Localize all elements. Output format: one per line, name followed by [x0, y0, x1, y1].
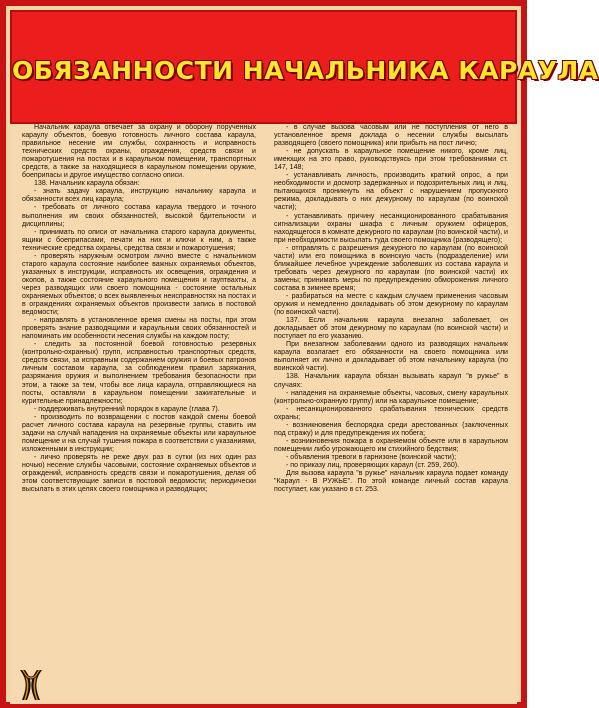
- paragraph: - нападения на охраняемые объекты, часовых, смену караульных (контрольно-охранную группу) или на караульное помещение;: [274, 389, 508, 405]
- paragraph: - поддерживать внутренний порядок в карауле (глава 7).: [34, 405, 220, 413]
- page-title: ОБЯЗАННОСТИ НАЧАЛЬНИКА КАРАУЛА: [12, 56, 599, 85]
- paragraph: - знать задачу караула, инструкцию начальнику караула и обязанности всех лиц караула;: [22, 188, 256, 204]
- paragraph: - возникновения беспорядка среди арестованных (заключенных под стражу) и для предупреждения их побега;: [274, 421, 508, 437]
- paragraph: - по приказу лиц, проверяющих караул (ст. 259, 260).: [286, 461, 460, 469]
- paragraph: - несанкционированного срабатывания технических средств охраны;: [274, 405, 508, 421]
- st-george-ribbon-icon: [16, 668, 46, 702]
- paragraph: - отправлять с разрешения дежурного по караулам (по воинской части) или его помощника в воинскую часть (подразделение) или ближайшее лечебное учреждение заболевших из состава караула и требовать через дежурного по караулам (по воинской части) их замены; принимать меры по предупреждению обморожения личного состава в зимнее время;: [274, 244, 508, 292]
- right-column: [274, 124, 508, 676]
- paragraph: - в случае вызова часовым или не поступления от него в установленное время доклада о несении службы высылать разводящего (своего помощника) или прибыть на пост лично;: [274, 124, 508, 148]
- paragraph: - не допускать в караульное помещение никого, кроме лиц, имеющих на это право, руководствуясь при этом требованиями ст. 147, 148;: [274, 148, 508, 172]
- paragraph: - направлять в установленное время смены на посты, при этом проверять знание разводящими и караульным своих обязанностей и напоминать им особенности несения службы на каждом посту;: [22, 317, 256, 341]
- paragraph: 138. Начальник караула обязан вызывать караул "в ружье" в случаях:: [274, 373, 508, 389]
- paragraph: - устанавливать личность, производить краткий опрос, а при необходимости и досмотр задержанных и подозрительных лиц и лиц, пытающихся проникнуть на объект с нарушением пропускного режима, докладывать о них дежурному по караулам (по воинской части);: [274, 172, 508, 212]
- paragraph: 138. Начальник караула обязан:: [34, 180, 140, 188]
- header-banner: [10, 10, 599, 124]
- paragraph: - проверять наружным осмотром лично вместе с начальником старого караула состояние наиболее важных охраняемых объектов, указанных в инструкции, исправность их освещения, ограждения и окопов, а также состояние караульного помещения и гауптвахты, а через разводящих или своего помощника - состояние остальных охраняемых объектов; о всех выявленных неисправностях на постах и в ограждениях охраняемых объектов произвести запись в постовой ведомости;: [22, 252, 256, 317]
- paragraph: 137. Если начальник караула внезапно заболевает, он докладывает об этом дежурному по караулам (по воинской части) и поступает по его указанию.: [274, 317, 508, 341]
- text-columns: [22, 124, 508, 676]
- paragraph: - возникновения пожара в охраняемом объекте или в караульном помещении либо угрожающего им стихийного бедствия;: [274, 437, 508, 453]
- paragraph: При внезапном заболевании одного из разводящих начальник караула возлагает его обязанности на своего помощника или выполняет их лично и докладывает об этом начальнику караула (по воинской части).: [274, 341, 508, 373]
- paragraph: - разбираться на месте с каждым случаем применения часовым оружия и немедленно докладывать об этом дежурному по караулам (по воинской части).: [274, 292, 508, 317]
- content-area: [10, 124, 517, 704]
- left-column: [22, 124, 256, 676]
- paragraph: - принимать по описи от начальника старого караула документы, ящики с боеприпасами, печати на них и ключи к ним, а также технические средства охраны, средства связи и пожаротушения;: [22, 228, 256, 252]
- paragraph: - лично проверять не реже двух раз в сутки (из них один раз ночью) несение службы часовыми, состояние охраняемых объектов и ограждений, исправность средств связи и пожаротушения, делая об этом соответствующие записи в постовой ведомости; периодически высылать в этих целях своего гомощника и разводящих;: [22, 453, 256, 494]
- paragraph: Начальник караула отвечает за охрану и оборону порученных караулу объектов, боевую готовность личного состава караула, правильное несение им службы, сохранность и исправность технических средств охраны, ограждения, средств связи и пожаротушения на постах и в караульном помещении, транспортных средств, а также за находящиеся в караульном помещении оружие, боеприпасы и другое имущество согласно описи.: [22, 124, 256, 180]
- paragraph: - следить за постоянной боевой готовностью резервных (контрольно-охранных) групп, исправностью транспортных средств, средств связи, за исправным содержанием оружия и боевых патронов личным составом караула, за соблюдением правил заряжания, разряжания оружия и выполнением требования безопасности при этом, а также за тем, чтобы все лица караула, отправляющиеся на посты, оставляли в караульном помещении зажигательные и курительные принадлежности;: [22, 341, 256, 405]
- paragraph: - устанавливать причину несанкционированного срабатывания сигнализации охраны шкафа с личным оружием офицеров, находящегося в комнате дежурного по караулам (по воинской части), и при необходимости высылать туда своего помощника (разводящего);: [274, 212, 508, 244]
- paragraph: - производить по возвращении с постов каждой смены боевой расчет личного состава караула на резервные группы, ставить им задачи на случай нападения на охраняемые объекты или караульное помещение и на случай тушения пожара в соответствии с указаниями, изложенными в инструкции;: [22, 413, 256, 453]
- paragraph: Для вызова караула "в ружье" начальник караула подает команду "Караул - В РУЖЬЕ". По этой команде личный состав караула поступает, как указано в ст. 253.: [274, 470, 508, 494]
- paragraph: - требовать от личного состава караула твердого и точного выполнения им своих обязанностей, высокой бдительности и дисциплины;: [22, 204, 256, 228]
- paragraph: - объявления тревоги в гарнизоне (воинской части);: [286, 453, 457, 461]
